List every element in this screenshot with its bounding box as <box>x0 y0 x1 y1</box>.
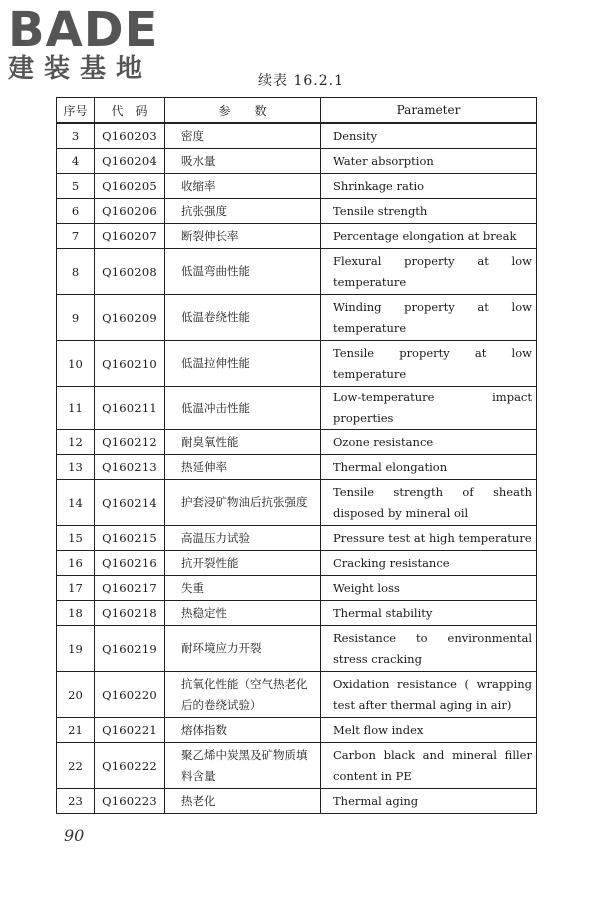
cell-code: Q160211 <box>95 387 165 430</box>
cell-param-en: Density <box>321 123 537 149</box>
cell-param-en: Resistance to environmental stress cracking <box>321 626 537 672</box>
cell-param-en: Tensile strength <box>321 199 537 224</box>
cell-param-en: Pressure test at high temperature <box>321 526 537 551</box>
table-row <box>57 672 537 718</box>
table-row <box>57 123 537 149</box>
table-row <box>57 149 537 174</box>
cell-code: Q160221 <box>95 718 165 743</box>
cell-code: Q160219 <box>95 626 165 672</box>
cell-code: Q160213 <box>95 455 165 480</box>
cell-no: 19 <box>57 626 95 672</box>
cell-no: 6 <box>57 199 95 224</box>
table-row <box>57 551 537 576</box>
cell-no: 22 <box>57 743 95 789</box>
cell-no: 16 <box>57 551 95 576</box>
header-code: 代 码 <box>95 98 165 124</box>
cell-code: Q160220 <box>95 672 165 718</box>
cell-param: 抗开裂性能 <box>165 551 321 576</box>
cell-param: 抗氧化性能（空气热老化后的卷绕试验） <box>165 672 321 718</box>
cell-no: 8 <box>57 249 95 295</box>
cell-param: 耐环境应力开裂 <box>165 626 321 672</box>
cell-no: 15 <box>57 526 95 551</box>
header-param-en: Parameter <box>321 98 537 124</box>
cell-param-en: Winding property at low temperature <box>321 295 537 341</box>
cell-no: 20 <box>57 672 95 718</box>
cell-no: 14 <box>57 480 95 526</box>
cell-param-en: Tensile strength of sheath disposed by mineral oil <box>321 480 537 526</box>
table-row <box>57 789 537 814</box>
cell-param-en: Water absorption <box>321 149 537 174</box>
table-row <box>57 249 537 295</box>
cell-param: 热老化 <box>165 789 321 814</box>
cell-param-en: Weight loss <box>321 576 537 601</box>
cell-param-en: Cracking resistance <box>321 551 537 576</box>
cell-param: 低温弯曲性能 <box>165 249 321 295</box>
cell-no: 13 <box>57 455 95 480</box>
cell-code: Q160205 <box>95 174 165 199</box>
cell-param: 收缩率 <box>165 174 321 199</box>
page-number: 90 <box>64 826 85 845</box>
table-row <box>57 743 537 789</box>
cell-param-en: Thermal aging <box>321 789 537 814</box>
cell-param-en: Melt flow index <box>321 718 537 743</box>
table-row <box>57 174 537 199</box>
header-no: 序号 <box>57 98 95 124</box>
table-caption: 续表 16.2.1 <box>258 73 344 89</box>
cell-no: 3 <box>57 123 95 149</box>
cell-code: Q160208 <box>95 249 165 295</box>
cell-param: 抗张强度 <box>165 199 321 224</box>
logo-wordmark: BADE <box>8 2 159 58</box>
cell-code: Q160206 <box>95 199 165 224</box>
cell-param: 密度 <box>165 123 321 149</box>
cell-param: 熔体指数 <box>165 718 321 743</box>
cell-no: 10 <box>57 341 95 387</box>
cell-code: Q160217 <box>95 576 165 601</box>
cell-code: Q160210 <box>95 341 165 387</box>
cell-param: 吸水量 <box>165 149 321 174</box>
cell-param: 热稳定性 <box>165 601 321 626</box>
table-row <box>57 601 537 626</box>
cell-param: 低温冲击性能 <box>165 387 321 430</box>
cell-no: 21 <box>57 718 95 743</box>
table-row <box>57 455 537 480</box>
cell-no: 5 <box>57 174 95 199</box>
cell-no: 11 <box>57 387 95 430</box>
cell-no: 4 <box>57 149 95 174</box>
cell-code: Q160222 <box>95 743 165 789</box>
cell-no: 7 <box>57 224 95 249</box>
cell-param-en: Low-temperature impact properties <box>321 387 537 430</box>
cell-param: 耐臭氧性能 <box>165 430 321 455</box>
cell-param: 低温卷绕性能 <box>165 295 321 341</box>
cell-param-en: Ozone resistance <box>321 430 537 455</box>
table-row <box>57 224 537 249</box>
table-row <box>57 576 537 601</box>
cell-param: 热延伸率 <box>165 455 321 480</box>
header-param: 参 数 <box>165 98 321 124</box>
cell-code: Q160216 <box>95 551 165 576</box>
cell-param: 低温拉伸性能 <box>165 341 321 387</box>
table-header-row <box>57 98 537 124</box>
parameter-table <box>56 97 537 814</box>
cell-param-en: Thermal elongation <box>321 455 537 480</box>
table-row <box>57 718 537 743</box>
cell-param-en: Thermal stability <box>321 601 537 626</box>
cell-param-en: Percentage elongation at break <box>321 224 537 249</box>
cell-code: Q160223 <box>95 789 165 814</box>
cell-code: Q160218 <box>95 601 165 626</box>
cell-param-en: Oxidation resistance ( wrapping test after thermal aging in air) <box>321 672 537 718</box>
table-row <box>57 341 537 387</box>
table-row <box>57 199 537 224</box>
cell-code: Q160209 <box>95 295 165 341</box>
cell-param: 高温压力试验 <box>165 526 321 551</box>
cell-code: Q160212 <box>95 430 165 455</box>
logo-subtitle: 建装基地 <box>8 54 153 84</box>
cell-param-en: Carbon black and mineral filler content in PE <box>321 743 537 789</box>
cell-code: Q160207 <box>95 224 165 249</box>
cell-param: 护套浸矿物油后抗张强度 <box>165 480 321 526</box>
bade-logo <box>8 4 178 84</box>
table-row <box>57 526 537 551</box>
cell-code: Q160203 <box>95 123 165 149</box>
table-row <box>57 480 537 526</box>
cell-no: 9 <box>57 295 95 341</box>
cell-no: 12 <box>57 430 95 455</box>
cell-param-en: Flexural property at low temperature <box>321 249 537 295</box>
cell-no: 23 <box>57 789 95 814</box>
table-row <box>57 295 537 341</box>
cell-code: Q160215 <box>95 526 165 551</box>
table-row <box>57 626 537 672</box>
cell-code: Q160204 <box>95 149 165 174</box>
cell-no: 18 <box>57 601 95 626</box>
cell-param: 失重 <box>165 576 321 601</box>
table-row <box>57 387 537 430</box>
cell-param: 聚乙烯中炭黑及矿物质填料含量 <box>165 743 321 789</box>
cell-param: 断裂伸长率 <box>165 224 321 249</box>
table-row <box>57 430 537 455</box>
cell-param-en: Shrinkage ratio <box>321 174 537 199</box>
cell-no: 17 <box>57 576 95 601</box>
cell-param-en: Tensile property at low temperature <box>321 341 537 387</box>
cell-code: Q160214 <box>95 480 165 526</box>
